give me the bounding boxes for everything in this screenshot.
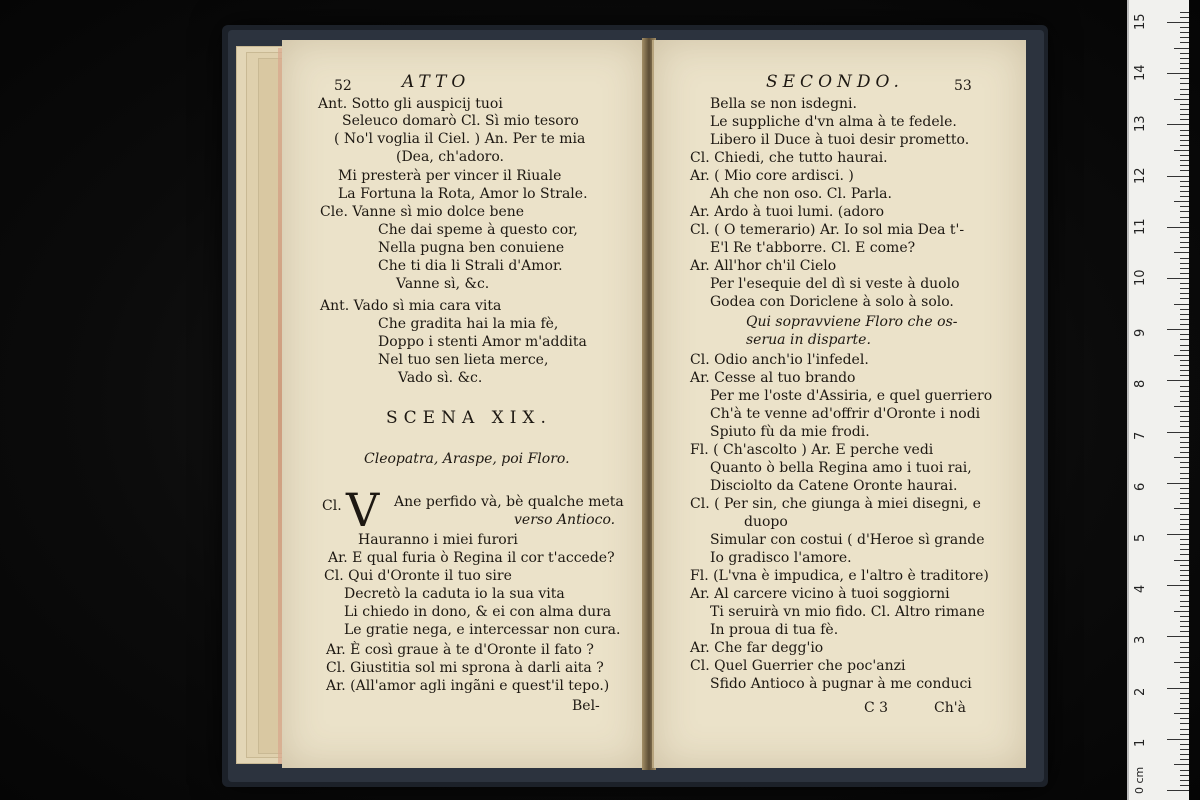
- page-number-right: 53: [954, 78, 972, 94]
- ruler-tick: [1180, 360, 1189, 361]
- text-line: Ar. ( Mio core ardisci. ): [690, 168, 854, 184]
- ruler-tick: [1180, 222, 1189, 223]
- ruler-tick: [1180, 544, 1189, 545]
- catchword: Ch'à: [934, 700, 966, 716]
- text-line: Cl. Chiedi, che tutto haurai.: [690, 150, 888, 166]
- text-line: Simular con costui ( d'Heroe sì grande: [710, 532, 985, 548]
- ruler-tick: [1180, 580, 1189, 581]
- ruler-tick: [1174, 764, 1189, 765]
- drop-cap: V: [346, 483, 380, 537]
- text-line: Vado sì. &c.: [398, 370, 483, 386]
- ruler-tick: [1167, 227, 1189, 228]
- ruler-tick: [1180, 375, 1189, 376]
- ruler-tick: [1180, 217, 1189, 218]
- ruler-tick: [1180, 258, 1189, 259]
- text-line: Seleuco domarò Cl. Sì mio tesoro: [342, 113, 579, 129]
- ruler-tick: [1180, 498, 1189, 499]
- text-line: Ti seruirà vn mio fido. Cl. Altro rimane: [710, 604, 985, 620]
- ruler-number: 13: [1133, 115, 1148, 133]
- ruler-tick: [1180, 130, 1189, 131]
- running-head-right: SECONDO.: [766, 72, 904, 92]
- ruler-tick: [1180, 27, 1189, 28]
- ruler-tick: [1180, 467, 1189, 468]
- text-line: Ar. Cesse al tuo brando: [690, 370, 856, 386]
- ruler-tick: [1180, 447, 1189, 448]
- ruler-tick: [1174, 713, 1189, 714]
- ruler-tick: [1180, 386, 1189, 387]
- text-line: Li chiedo in dono, & ei con alma dura: [344, 604, 612, 620]
- ruler-tick: [1180, 334, 1189, 335]
- ruler-tick: [1180, 396, 1189, 397]
- ruler-tick: [1180, 63, 1189, 64]
- ruler-tick: [1180, 232, 1189, 233]
- ruler-tick: [1167, 636, 1189, 637]
- text-line: Ar. Al carcere vicino à tuoi soggiorni: [690, 586, 950, 602]
- stage-direction: serua in disparte.: [746, 332, 871, 348]
- ruler-tick: [1180, 263, 1189, 264]
- ruler-tick: [1174, 304, 1189, 305]
- ruler-number: 3: [1133, 636, 1148, 645]
- ruler-number: 5: [1133, 533, 1148, 542]
- text-line: Cl. Quel Guerrier che poc'anzi: [690, 658, 906, 674]
- ruler-tick: [1167, 483, 1189, 484]
- ruler-number: 15: [1133, 13, 1148, 30]
- ruler-tick: [1167, 176, 1189, 177]
- ruler-number: 12: [1133, 167, 1148, 184]
- ruler-tick: [1180, 206, 1189, 207]
- ruler-tick: [1180, 616, 1189, 617]
- text-line: Per l'esequie del dì si veste à duolo: [710, 276, 960, 292]
- ruler-tick: [1180, 514, 1189, 515]
- text-line: Cl. ( Per sin, che giunga à miei disegni, e: [690, 496, 981, 512]
- ruler-tick: [1180, 191, 1189, 192]
- ruler-tick: [1180, 170, 1189, 171]
- ruler-tick: [1180, 145, 1189, 146]
- ruler-tick: [1180, 590, 1189, 591]
- ruler-tick: [1180, 570, 1189, 571]
- ruler-tick: [1180, 68, 1189, 69]
- ruler-tick: [1180, 462, 1189, 463]
- ruler-tick: [1180, 601, 1189, 602]
- ruler-number: 6: [1133, 482, 1148, 491]
- ruler-tick: [1180, 160, 1189, 161]
- ruler-tick: [1180, 478, 1189, 479]
- ruler-tick: [1180, 442, 1189, 443]
- ruler-tick: [1180, 606, 1189, 607]
- text-line: Hauranno i miei furori: [358, 532, 518, 548]
- ruler-tick: [1180, 350, 1189, 351]
- ruler-tick: [1180, 298, 1189, 299]
- ruler-tick: [1180, 58, 1189, 59]
- ruler-tick: [1180, 309, 1189, 310]
- ruler-tick: [1180, 104, 1189, 105]
- ruler-tick: [1180, 503, 1189, 504]
- text-line: Cl. Qui d'Oronte il tuo sire: [324, 568, 512, 584]
- page-number-left: 52: [334, 78, 352, 94]
- ruler-number: 7: [1133, 431, 1148, 440]
- text-line: Che dai speme à questo cor,: [378, 222, 578, 238]
- scene-title: SCENA XIX.: [386, 408, 552, 428]
- text-line: Ar. Ardo à tuoi lumi. (adoro: [690, 204, 885, 220]
- ruler-number: 4: [1133, 584, 1148, 594]
- ruler-tick: [1180, 631, 1189, 632]
- ruler-tick: [1180, 416, 1189, 417]
- text-line: Ane perfido và, bè qualche meta: [394, 494, 624, 510]
- ruler-tick: [1180, 529, 1189, 530]
- ruler-tick: [1180, 642, 1189, 643]
- ruler-tick: [1180, 273, 1189, 274]
- measurement-ruler: [1127, 0, 1189, 800]
- ruler-tick: [1180, 53, 1189, 54]
- ruler-number: 11: [1133, 218, 1148, 235]
- text-line: duopo: [744, 514, 788, 530]
- ruler-tick: [1174, 201, 1189, 202]
- text-line: Decretò la caduta io la sua vita: [344, 586, 565, 602]
- ruler-tick: [1180, 759, 1189, 760]
- catchword: Bel-: [572, 698, 600, 714]
- ruler-tick: [1180, 677, 1189, 678]
- ruler-tick: [1180, 652, 1189, 653]
- text-line: Che ti dia li Strali d'Amor.: [378, 258, 563, 274]
- ruler-tick: [1180, 237, 1189, 238]
- ruler-tick: [1174, 457, 1189, 458]
- text-line: Disciolto da Catene Oronte haurai.: [710, 478, 958, 494]
- ruler-tick: [1180, 314, 1189, 315]
- text-line: Io gradisco l'amore.: [710, 550, 852, 566]
- text-line: Bella se non isdegni.: [710, 96, 857, 112]
- ruler-tick: [1180, 32, 1189, 33]
- ruler-tick: [1167, 585, 1189, 586]
- text-line: Fl. ( Ch'ascolto ) Ar. E perche vedi: [690, 442, 934, 458]
- ruler-tick: [1180, 473, 1189, 474]
- ruler-tick: [1180, 682, 1189, 683]
- ruler-tick: [1174, 508, 1189, 509]
- text-line: Fl. (L'vna è impudica, e l'altro è traditore): [690, 568, 989, 584]
- ruler-tick: [1180, 94, 1189, 95]
- ruler-unit: 0 cm: [1133, 766, 1146, 794]
- text-line: Per me l'oste d'Assiria, e quel guerriero: [710, 388, 993, 404]
- ruler-tick: [1180, 196, 1189, 197]
- text-line: Libero il Duce à tuoi desir prometto.: [710, 132, 970, 148]
- ruler-tick: [1174, 150, 1189, 151]
- ruler-tick: [1180, 339, 1189, 340]
- ruler-tick: [1180, 667, 1189, 668]
- ruler-tick: [1174, 611, 1189, 612]
- signature-mark: C 3: [864, 700, 889, 716]
- ruler-tick: [1180, 401, 1189, 402]
- text-line: La Fortuna la Rota, Amor lo Strale.: [338, 186, 588, 202]
- ruler-tick: [1180, 426, 1189, 427]
- ruler-tick: [1180, 729, 1189, 730]
- ruler-tick: [1180, 12, 1189, 13]
- text-line: Le gratie nega, e intercessar non cura.: [344, 622, 621, 638]
- ruler-tick: [1180, 723, 1189, 724]
- text-line: Spiuto fù da mie frodi.: [710, 424, 870, 440]
- text-line: Ant. Vado sì mia cara vita: [320, 298, 502, 314]
- ruler-tick: [1180, 37, 1189, 38]
- text-line: Godea con Doriclene à solo à solo.: [710, 294, 954, 310]
- ruler-number: 14: [1133, 64, 1148, 82]
- ruler-tick: [1180, 391, 1189, 392]
- ruler-tick: [1180, 698, 1189, 699]
- ruler-tick: [1174, 48, 1189, 49]
- ruler-tick: [1180, 109, 1189, 110]
- ruler-tick: [1180, 626, 1189, 627]
- ruler-tick: [1174, 99, 1189, 100]
- text-line: Nel tuo sen lieta merce,: [378, 352, 549, 368]
- ruler-tick: [1167, 432, 1189, 433]
- ruler-tick: [1180, 324, 1189, 325]
- ruler-tick: [1174, 406, 1189, 407]
- ruler-tick: [1180, 165, 1189, 166]
- ruler-tick: [1180, 288, 1189, 289]
- ruler-tick: [1180, 595, 1189, 596]
- ruler-tick: [1180, 78, 1189, 79]
- text-line: Vanne sì, &c.: [396, 276, 490, 292]
- text-line: Che gradita hai la mia fè,: [378, 316, 559, 332]
- ruler-tick: [1167, 790, 1189, 791]
- text-line: Ar. Che far degg'io: [690, 640, 824, 656]
- running-head-left: ATTO: [402, 72, 471, 92]
- ruler-tick: [1180, 749, 1189, 750]
- text-line: Ar. All'hor ch'il Cielo: [690, 258, 837, 274]
- text-line: ( No'l voglia il Ciel. ) An. Per te mia: [334, 131, 586, 147]
- ruler-tick: [1180, 437, 1189, 438]
- ruler-tick: [1180, 135, 1189, 136]
- ruler-tick: [1180, 524, 1189, 525]
- text-line: Cl. Giustitia sol mi sprona à darli aita ?: [326, 660, 604, 676]
- ruler-tick: [1180, 672, 1189, 673]
- ruler-tick: [1174, 252, 1189, 253]
- text-line: (Dea, ch'adoro.: [396, 149, 504, 165]
- ruler-tick: [1167, 739, 1189, 740]
- ruler-tick: [1180, 293, 1189, 294]
- ruler-tick: [1180, 785, 1189, 786]
- ruler-tick: [1167, 278, 1189, 279]
- text-line: Ar. (All'amor agli ingãni e quest'il tepo.): [326, 678, 610, 694]
- ruler-number: 2: [1133, 687, 1148, 696]
- ruler-tick: [1180, 268, 1189, 269]
- ruler-tick: [1180, 119, 1189, 120]
- text-line: Quanto ò bella Regina amo i tuoi rai,: [710, 460, 972, 476]
- ruler-tick: [1180, 411, 1189, 412]
- stage-direction: Qui sopravviene Floro che os-: [746, 314, 958, 330]
- ruler-tick: [1180, 42, 1189, 43]
- ruler-tick: [1180, 140, 1189, 141]
- ruler-tick: [1180, 575, 1189, 576]
- text-line: Cle. Vanne sì mio dolce bene: [320, 204, 525, 220]
- ruler-tick: [1180, 621, 1189, 622]
- ruler-number: 8: [1133, 380, 1148, 389]
- ruler-tick: [1180, 242, 1189, 243]
- text-line: In proua di tua fè.: [710, 622, 839, 638]
- ruler-tick: [1180, 519, 1189, 520]
- ruler-tick: [1180, 370, 1189, 371]
- ruler-tick: [1180, 89, 1189, 90]
- ruler-number: 9: [1133, 328, 1148, 338]
- ruler-tick: [1180, 211, 1189, 212]
- text-line: Cl. Odio anch'io l'infedel.: [690, 352, 869, 368]
- ruler-tick: [1180, 452, 1189, 453]
- text-line: Ar. E qual furia ò Regina il cor t'accede?: [328, 550, 615, 566]
- ruler-tick: [1180, 703, 1189, 704]
- ruler-tick: [1180, 181, 1189, 182]
- ruler-number: 10: [1133, 269, 1148, 286]
- ruler-tick: [1167, 22, 1189, 23]
- ruler-tick: [1174, 560, 1189, 561]
- right-page: [652, 40, 1026, 768]
- ruler-tick: [1180, 539, 1189, 540]
- ruler-tick: [1180, 17, 1189, 18]
- ruler-tick: [1180, 247, 1189, 248]
- text-line: Ch'à te venne ad'offrir d'Oronte i nodi: [710, 406, 981, 422]
- text-line: Nella pugna ben conuiene: [378, 240, 565, 256]
- ruler-tick: [1180, 657, 1189, 658]
- text-line: Ah che non oso. Cl. Parla.: [710, 186, 892, 202]
- ruler-tick: [1167, 73, 1189, 74]
- ruler-tick: [1180, 283, 1189, 284]
- ruler-tick: [1180, 770, 1189, 771]
- ruler-tick: [1180, 83, 1189, 84]
- left-page: [282, 40, 646, 768]
- ruler-tick: [1180, 488, 1189, 489]
- ruler-tick: [1167, 688, 1189, 689]
- ruler-tick: [1180, 744, 1189, 745]
- ruler-tick: [1180, 718, 1189, 719]
- ruler-tick: [1167, 329, 1189, 330]
- text-line: Doppo i stenti Amor m'addita: [378, 334, 587, 350]
- ruler-tick: [1167, 380, 1189, 381]
- ruler-tick: [1180, 565, 1189, 566]
- ruler-tick: [1180, 114, 1189, 115]
- ruler-tick: [1180, 554, 1189, 555]
- text-line: Ar. È così graue à te d'Oronte il fato ?: [326, 642, 594, 658]
- text-line: E'l Re t'abborre. Cl. E come?: [710, 240, 916, 256]
- ruler-tick: [1180, 754, 1189, 755]
- ruler-tick: [1174, 355, 1189, 356]
- ruler-tick: [1167, 124, 1189, 125]
- ruler-tick: [1180, 549, 1189, 550]
- ruler-tick: [1180, 155, 1189, 156]
- ruler-tick: [1180, 319, 1189, 320]
- text-line: Sfido Antioco à pugnar à me conduci: [710, 676, 972, 692]
- text-line: Mi presterà per vincer il Riuale: [338, 168, 562, 184]
- ruler-tick: [1180, 493, 1189, 494]
- ruler-tick: [1180, 693, 1189, 694]
- ruler-tick: [1180, 186, 1189, 187]
- ruler-tick: [1167, 534, 1189, 535]
- ruler-tick: [1180, 775, 1189, 776]
- ruler-tick: [1180, 421, 1189, 422]
- character-list: Cleopatra, Araspe, poi Floro.: [364, 451, 570, 467]
- text-line: Ant. Sotto gli auspicij tuoi: [318, 96, 503, 112]
- ruler-tick: [1180, 647, 1189, 648]
- ruler-tick: [1180, 345, 1189, 346]
- text-line: Cl. ( O temerario) Ar. Io sol mia Dea t'-: [690, 222, 965, 238]
- speaker-label: Cl.: [322, 498, 342, 514]
- ruler-tick: [1180, 708, 1189, 709]
- ruler-number: 1: [1133, 738, 1148, 747]
- ruler-tick: [1180, 780, 1189, 781]
- ruler-tick: [1180, 734, 1189, 735]
- text-line: Le suppliche d'vn alma à te fedele.: [710, 114, 957, 130]
- ruler-tick: [1180, 365, 1189, 366]
- ruler-tick: [1174, 662, 1189, 663]
- stage-note: verso Antioco.: [514, 512, 616, 528]
